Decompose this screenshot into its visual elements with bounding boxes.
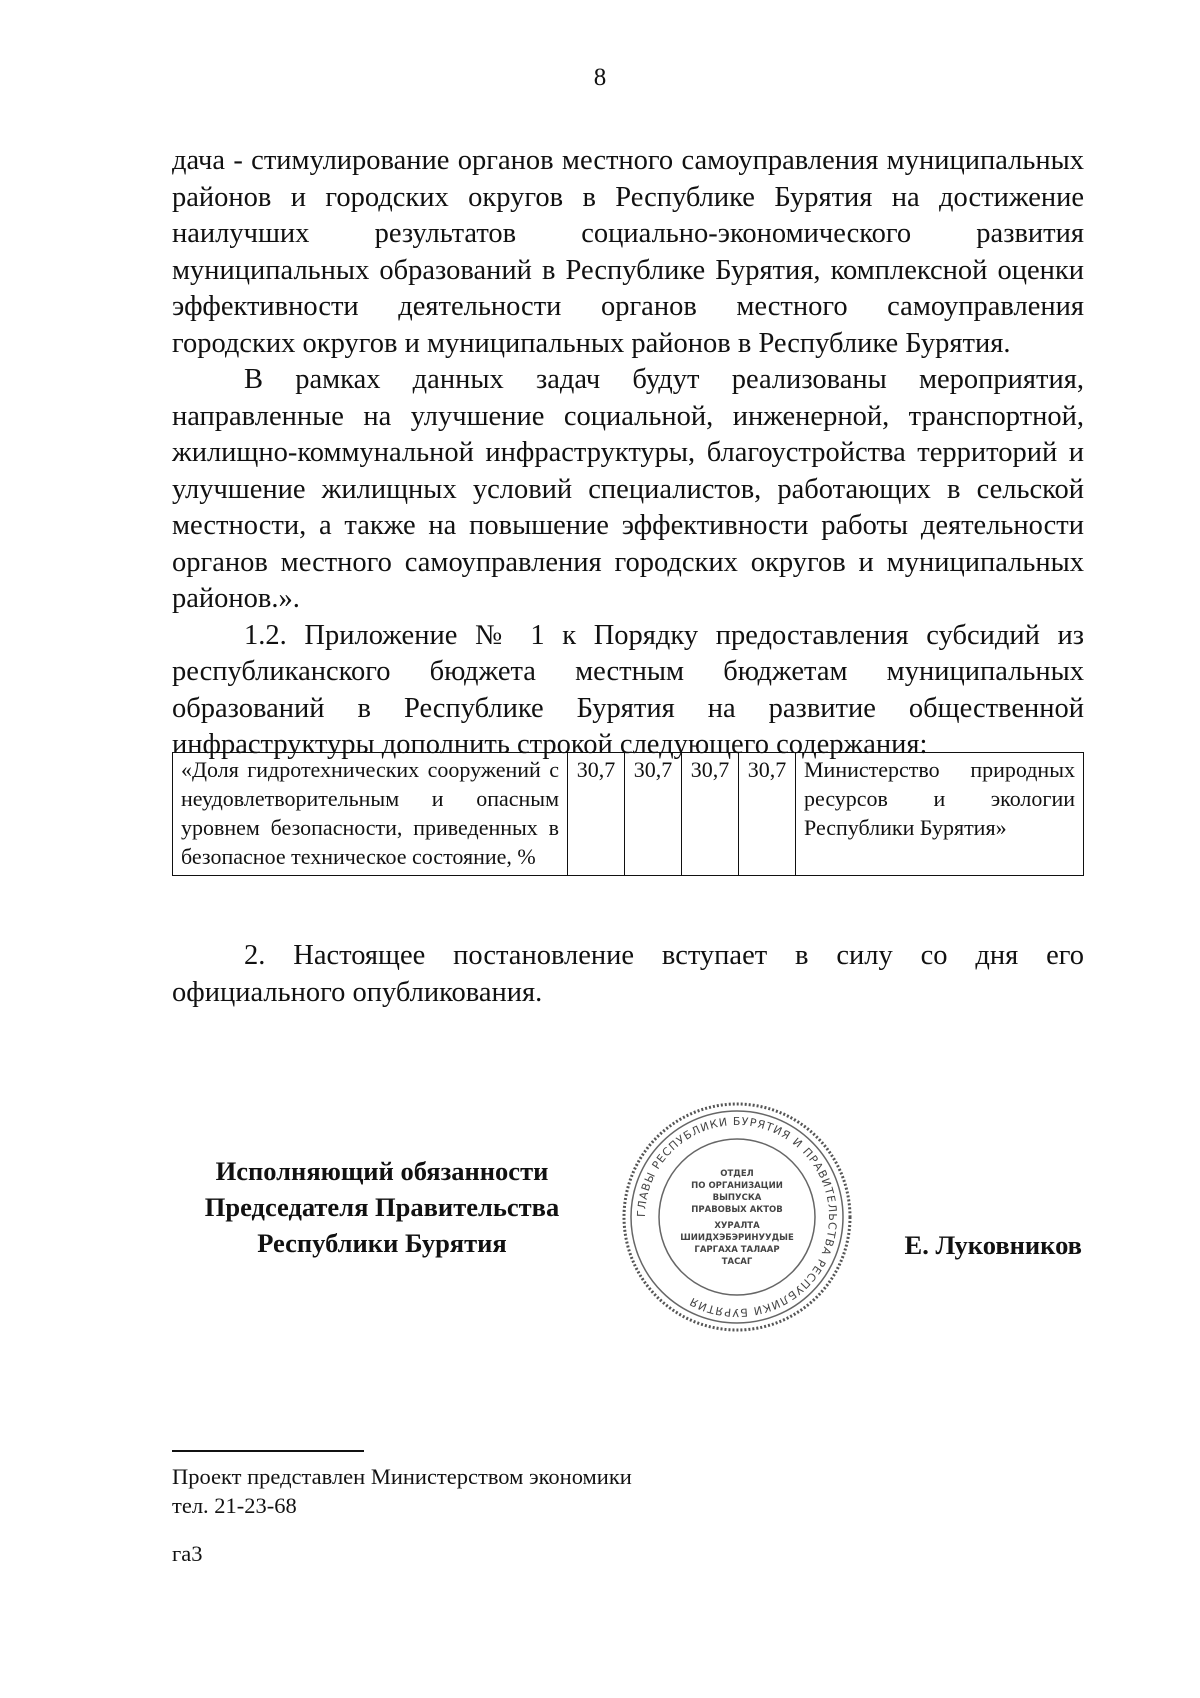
seal-ring-text: ГЛАВЫ РЕСПУБЛИКИ БУРЯТИЯ И ПРАВИТЕЛЬСТВА РЕСПУБЛИКИ БУРЯТИЯ xyxy=(634,1114,840,1320)
document-body xyxy=(172,143,1084,764)
paragraph-amendment: 1.2. Приложение № 1 к Порядку предоставления субсидий из республиканского бюджета местным бюджетам муниципальных образований в Республике Бурятия на развитие общественной инфраструктуры дополнить строкой следующего содержания: xyxy=(172,619,1084,760)
footnote-author: Проект представлен Министерством экономики xyxy=(172,1464,632,1489)
seal-text: ОТДЕЛ xyxy=(720,1169,754,1179)
seal-text: ПРАВОВЫХ АКТОВ xyxy=(691,1205,783,1215)
footnote xyxy=(172,1462,632,1520)
signatory-title-line: Исполняющий обязанности xyxy=(215,1156,549,1186)
seal-text: ШИИДХЭБЭРИНУУДЫЕ xyxy=(680,1233,794,1243)
seal-text: ВЫПУСКА xyxy=(712,1193,762,1203)
signatory-title xyxy=(172,1153,592,1261)
document-code: га3 xyxy=(172,1541,203,1566)
paragraph-effective-date: 2. Настоящее постановление вступает в силу со дня его официального опубликования. xyxy=(172,940,1084,1008)
value-cell: 30,7 xyxy=(682,753,739,876)
table-row xyxy=(173,753,1084,876)
value-cell: 30,7 xyxy=(625,753,682,876)
signatory-title-line: Председателя Правительства xyxy=(204,1192,560,1222)
footnote-phone: тел. 21-23-68 xyxy=(172,1493,297,1518)
seal-text: ГАРГАХА ТАЛААР xyxy=(694,1245,780,1255)
svg-text:ГЛАВЫ РЕСПУБЛИКИ БУРЯТИЯ И ПРА xyxy=(635,1115,839,1319)
value-cell: 30,7 xyxy=(739,753,796,876)
document-body-final xyxy=(172,938,1084,1011)
value-cell: 30,7 xyxy=(568,753,625,876)
seal-text: ПО ОРГАНИЗАЦИИ xyxy=(691,1181,783,1191)
signatory-name: Е. Луковников xyxy=(904,1230,1082,1260)
seal-text: ТАСАГ xyxy=(721,1257,753,1267)
page-number: 8 xyxy=(593,64,607,91)
seal-text: ХУРАЛТА xyxy=(714,1221,760,1231)
paragraph-task: дача - стимулирование органов местного самоуправления муниципальных районов и городских округов в Республике Бурятия на достижение наилучших результатов социально-экономического развития муниципальных образований в Республике Бурятия, комплексной оценки эффективности деятельности органов местного самоуправления городских округов и муниципальных районов в Республике Бурятия. xyxy=(172,145,1084,359)
official-seal xyxy=(620,1100,854,1334)
appendix-table xyxy=(172,752,1084,876)
responsible-cell: Министерство природных ресурсов и экологии Республики Бурятия» xyxy=(796,753,1084,876)
footnote-divider xyxy=(172,1450,364,1452)
indicator-cell: «Доля гидротехнических сооружений с неудовлетворительным и опасным уровнем безопасности, приведенных в безопасное техническое состояние, % xyxy=(173,753,568,876)
signatory-title-line: Республики Бурятия xyxy=(257,1228,507,1258)
paragraph-measures: В рамках данных задач будут реализованы мероприятия, направленные на улучшение социальной, инженерной, транспортной, жилищно-коммунальной инфраструктуры, благоустройства территорий и улучшение жилищных условий специалистов, работающих в сельской местности, а также на повышение эффективности работы деятельности органов местного самоуправления городских округов и муниципальных районов.». xyxy=(172,364,1084,614)
